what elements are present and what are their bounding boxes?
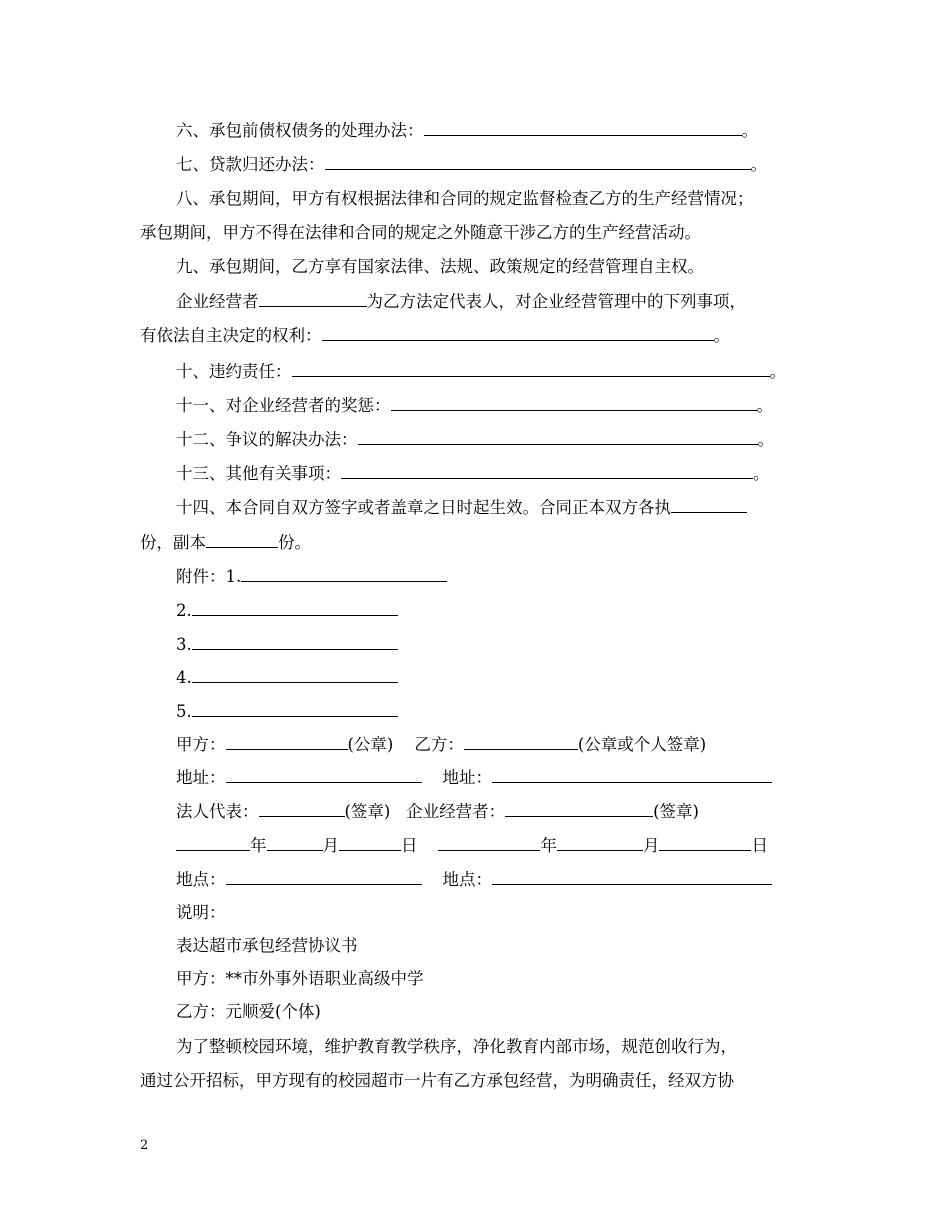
clause-12: 十二、争议的解决办法： 。 xyxy=(176,430,774,449)
clause-9-rights: 有依法自主决定的权利： 。 xyxy=(140,326,730,345)
clause-6: 六、承包前债权债务的处理办法： 。 xyxy=(176,121,758,140)
attachment-1: 附件：1. xyxy=(176,566,447,588)
clause-7: 七、贷款归还办法： 。 xyxy=(176,155,767,174)
attachment-5: 5. xyxy=(176,701,398,723)
clause-14-line1: 十四、本合同自双方签字或者盖章之日时起生效。合同正本双方各执 xyxy=(176,497,747,519)
page-number: 2 xyxy=(140,1138,149,1153)
attachment-4: 4. xyxy=(176,667,398,689)
clause-9-manager: 企业经营者 为乙方法定代表人，对企业经营管理中的下列事项， xyxy=(176,292,746,311)
attachment-3: 3. xyxy=(176,634,398,656)
clause-13: 十三、其他有关事项： 。 xyxy=(176,464,770,483)
signature-date: 年 月 日 年 月 日 xyxy=(176,835,768,857)
signature-place: 地点： 地点： xyxy=(176,869,772,891)
party-a: 甲方：**市外事外语职业高级中学 xyxy=(176,969,424,988)
note-label: 说明： xyxy=(176,903,226,922)
clause-9: 九、承包期间，乙方享有国家法律、法规、政策规定的经营管理自主权。 xyxy=(176,257,704,276)
body-line1: 为了整顿校园环境，维护教育教学秩序，净化教育内部市场，规范创收行为， xyxy=(176,1037,737,1056)
clause-14-line2: 份，副本 份。 xyxy=(140,533,311,552)
clause-8-line2: 承包期间，甲方不得在法律和合同的规定之外随意干涉乙方的生产经营活动。 xyxy=(140,223,701,242)
signature-parties: 甲方： (公章) 乙方： (公章或个人签章) xyxy=(176,735,707,754)
signature-address: 地址： 地址： xyxy=(176,767,772,789)
body-line2: 通过公开招标，甲方现有的校园超市一片有乙方承包经营，为明确责任，经双方协 xyxy=(140,1071,734,1090)
clause-8-line1: 八、承包期间，甲方有权根据法律和合同的规定监督检查乙方的生产经营情况； xyxy=(176,189,754,208)
clause-11: 十一、对企业经营者的奖惩： 。 xyxy=(176,396,773,415)
agreement-title: 表达超市承包经营协议书 xyxy=(176,936,358,955)
clause-10: 十、违约责任： 。 xyxy=(176,362,786,381)
attachment-2: 2. xyxy=(176,600,398,622)
party-b: 乙方：元顺爱(个体) xyxy=(176,1002,321,1021)
signature-representatives: 法人代表： (签章) 企业经营者： (签章) xyxy=(176,802,699,821)
